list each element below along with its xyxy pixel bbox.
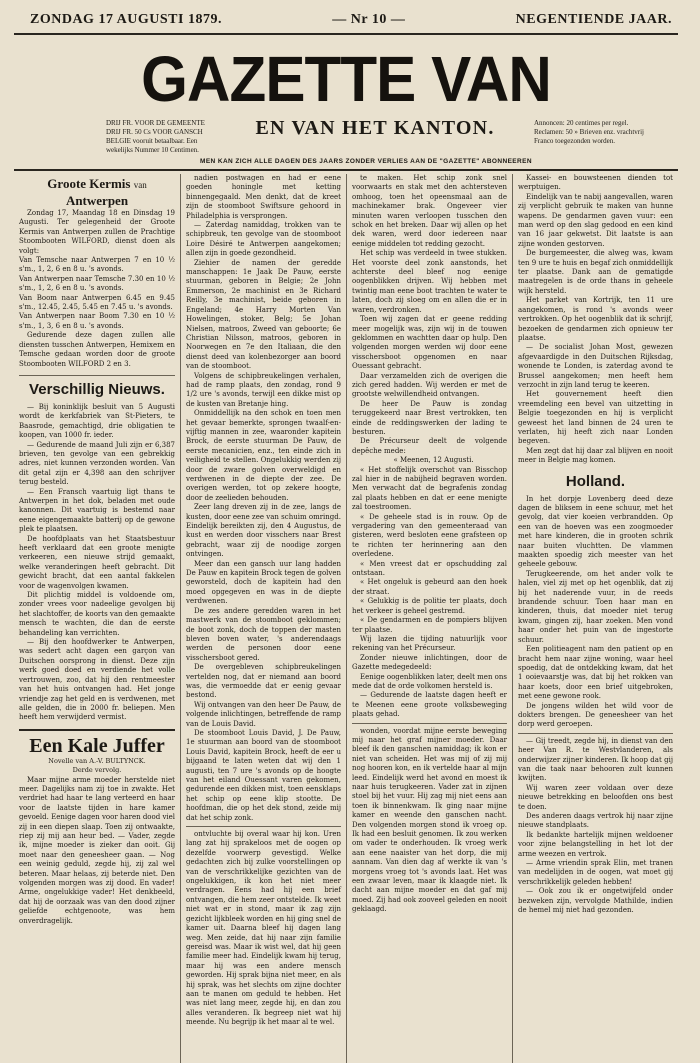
article-paragraph: « Het stoffelijk overschot van Bisschop zal hier in de nabijheid begraven worden. Men verwacht dat de begrafenis zondag zal plaats hebben en dat er eene menigte zal toestroomen. (352, 465, 507, 512)
article-paragraph: De stoomboot Louis David, J. De Pauw, 1e stuurman aan boord van de stoomboot Louis David, kapitein Brock, heeft de eer u bijgaand te laten weten dat wij den 1 augusti, ten 7 ure 's avonds op de hoogte van het eiland Ouessant varen gekomen, gedurende een dikken mist, toen eensklaps het schip op eene klip stootte. De hoofdman, die op het dek stond, zeide mij dat het schip zonk. (186, 728, 341, 822)
schedule-line: Van Boom naar Antwerpen 6.45 en 9.45 s'm., 12.45, 2.45, 5.45 en 7.45 u. 's avonds. (19, 293, 175, 312)
article-paragraph: Kassei- en bouwsteenen dienden tot werptuigen. (518, 174, 673, 192)
article-columns (14, 174, 678, 1063)
article-paragraph: « Het ongeluk is gebeurd aan den hoek der straat. (352, 578, 507, 596)
dateline (14, 12, 678, 35)
article-paragraph: « Men vreest dat er opschudding zal ontstaan. (352, 559, 507, 578)
article-paragraph: De heer De Pauw is zondag teruggekeerd naar Brest vertrokken, ten einde de reddingswerken der lading te besturen. (352, 399, 507, 436)
article-paragraph: Onmiddellijk na den schok en toen men het gevaar bemerkte, sprongen twaalf-en-vijftig mannen in zee, waaronder kapitein Brock, de eerste stuurman De Pauw, de eerste mecanicien, enz., ten einde zich in veiligheid te stellen. Ongelukkig werden zij door de zware golven overweldigd en verdwenen in de diepte der zee. De overigen werden, tot op zekere hoogte, door de zeelieden behouden. (186, 409, 341, 502)
ad-footer: Gedurende deze dagen zullen alle diensten tusschen Antwerpen, Hemixem en Temsche gedaan worden door de groote Stoombooten WILFORD 2 en 3. (19, 331, 175, 368)
article-paragraph: Wij ontvangen van den heer De Pauw, de volgende inlichtingen, betreffende de ramp van de Louis David. (186, 700, 341, 728)
novel-title: Een Kale Juffer (19, 729, 175, 757)
article-paragraph: te maken. Het schip zonk snel voorwaarts en stak met den achtersteven omhoog, toen het opeensmaal aan de machinekamer brak. Ongeveer vier minuten waren verloopen tusschen den schok en het breken. Daar wij allen op het dek waren, werd door iedereen naar eenige middelen tot redding gezocht. (352, 174, 507, 248)
news-item: — Een Fransch vaartuig ligt thans te Antwerpen in het dok, beladen met oude kanonnen. Dit vaartuig is bestemd naar eene eigengemaakte batterij op de gewone plek te plaatsen. (19, 487, 175, 534)
holland-paragraph: Een politieagent nam den patient op en bracht hem naar zijne woning, waar heel spoedig, dat de ontdekking kwam, dat het 1 ooievaarstje was, dat bij het rokken van haar koets, door een brief uitgebroken, met eene gewone rook. (518, 645, 673, 701)
issue-date: ZONDAG 17 AUGUSTI 1879. (30, 12, 222, 27)
article-paragraph: Wij lazen die tijding natuurlijk voor rekening van het Précurseur. (352, 634, 507, 653)
holland-section-title: Holland. (565, 472, 626, 490)
holland-paragraph: Wij waren zeer voldaan over deze nieuwe betrekking en beloofden ons best te doen. (518, 783, 673, 811)
novel-continuation: wonden, voordat mijne eerste beweging mij naar het graf mijner moeder. Daar bleef ik den ganschen namiddag; ik kon er niet van scheiden. Het was mij of zij mij nog hooren kon, en ik vertelde haar al mijn leed. Eindelijk werd het avond en moest ik naar huis terugkeeren. Vader zat in zijnen stoel bij het vuur. Hij zag mij niet eens aan toen ik binnenkwam. Ik ging naar mijne kamer en weende den ganschen nacht. Den volgenden morgen stond ik vroeg op. Ik had een besluit genomen. Ik zou werken om vader te onderhouden. Ik vroeg werk aan eene naaister van het dorp, die mij aannam. Van dien dag af werkte ik van 's morgens vroeg tot 's avonds laat. Het was een zwaar leven, maar ik klaagde niet. Ik dacht aan mijne moeder en dat gaf mij moed. Zij had ook zooveel geleden en nooit geklaagd. (352, 726, 507, 914)
subscription-slogan: MEN KAN ZICH ALLE DAGEN DES JAARS ZONDER VERLIES AAN DE "GAZETTE" ABONNEEREN (200, 158, 532, 165)
article-paragraph: nadien postwagen en had er eene goeden honingle met ketting binnengegaald. Men denkt, dat de kreet zijn de stoomboot Swiftsure gehoord in Philadelphia is versprongen. (186, 174, 341, 220)
article-paragraph: Zonder nieuwe inlichtingen, door de Gazette medegedeeld: (352, 653, 507, 672)
news-item: — Bij koninklijk besluit van 5 Augusti wordt de kerkfabriek van St-Pieters, te Baasrode, gemachtigd, drie obligatien te koopen, van 1000 fr. ieder. (19, 402, 175, 440)
article-paragraph: — De socialist Johan Most, gewezen afgevaardigde in den Duitschen Rijksdag, wonende te Londen, is zaterdag avond te Brussel aangekomen; men heeft hem verzocht in zijn land terug te keeren. (518, 343, 673, 389)
section-title: Verschillig Nieuws. (19, 375, 175, 399)
masthead: GAZETTE VAN (141, 43, 551, 115)
ad-schedule (19, 256, 175, 331)
ad-title-part: Groote Kermis (47, 176, 131, 191)
column-4 (512, 174, 678, 1063)
news-item: Dit plichtig middel is voldoende om, zonder vrees voor nadeelige gevolgen bij het slachtoffer, de koorts van den gemaakte mensch te wachten, die dan de eerste behandeling kan verrichten. (19, 591, 175, 637)
ad-text: Zondag 17, Maandag 18 en Dinsdag 19 Augusti. Ter gelegenheid der Groote Kermis van Antwerpen zullen de Prachtige Stoombooten WILFORD, dienst doen als volgt: (19, 209, 175, 255)
article-paragraph: Meer dan een gansch uur lang hadden De Pauw en kapitein Brock tegen de golven geworsteld, doch de kapitein had den moed opgegeven en was in de diepte verdwenen. (186, 559, 342, 606)
novel-continuation: ontvluchte bij overal waar hij kon. Uren lang zat hij sprakeloos met de oogen op dezelfde voorwerp gevestigd. Welke gedachten zich bij zulke voorstellingen op van de verschrikkelijke gezichten van de ongelukkigen, ik kon het niet meer verdragen. Eens had hij een brief ontvangen, die hem zeer ontstelde. Ik weet niet wat er in stond, maar ik zag zijn gezicht lijkbleek worden en hij ging snel de kamer uit. Daarna bleef hij dagen lang weg. Men zeide, dat hij naar zijn familie gereisd was. Maar ik wist wel, dat hij geen familie meer had. Eindelijk kwam hij terug, maar hij was een andere mensch geworden. Hij sprak bijna niet meer, en als hij sprak, was het slechts om zijne dochter aan te manen om geduld te hebben. Het was niet lang meer, zegde hij, en dan zou alles veranderen. Ik begreep niet wat hij meende. Nu begrijp ik het maar al te wel. (186, 830, 341, 1027)
article-paragraph: Toen wij zagen dat er geene redding meer mogelijk was, zijn wij in de touwen geklommen en wachtten daar op hulp. Den volgenden morgen werden wij door eene visschersboot opgenomen en naar Ouessant gebracht. (352, 315, 507, 371)
masthead-subrow (14, 119, 678, 155)
article-paragraph: — Zaterdag namiddag, trokken van te schipbreuk, ten gevolge van de stoomboot Loire Désiré te Antwerpen aangekomen; allen zijn in goede gezondheid. (186, 221, 341, 258)
holland-paragraph: — Ook zou ik er ongetwijfeld onder bezweken zijn, vervolgde Mathilde, indien de hemel mij niet had gezonden. (518, 887, 673, 915)
holland-paragraph: — Arme vriendin sprak Elin, met tranen van medelijden in de oogen, wat moet gij verschrikkelijk geleden hebben! (518, 859, 673, 886)
article-paragraph: De Précurseur deelt de volgende depêche mede: (352, 437, 507, 455)
article-paragraph: « De gendarmen en de pompiers blijven ter plaatse. (352, 616, 507, 634)
column-3 (346, 174, 512, 1063)
holland-paragraph: In het dorpje Lovenberg deed deze dagen de bliksem in eene schuur, met het gevolg, dat vier koeien verbrandden. Op een van de hoeven was een zoogmoeder met hare kinderen, die in grooten schrik naar buiten vluchtten. De vlammen maakten spoedig zich meester van het geheele gebouw. (518, 494, 673, 569)
subscription-info: DRIJ FR. VOOR DE GEMEENTE DRIJ FR. 50 Cs VOOR GANSCH BELGIE vooruit betaalbaar. Een wekelijks Nummer 10 Centimen. (106, 119, 205, 154)
article-paragraph: « De geheele stad is in rouw. Op de vergadering van den gemeenteraad van gisteren, werd besloten eene grafsteen op te richten ter herinnering aan den overledene. (352, 512, 507, 559)
novel-installment: Derde vervolg. (72, 766, 122, 775)
ad-title-part: van (133, 180, 147, 190)
column-divider (518, 733, 673, 734)
article-paragraph: Volgens de schipbreukelingen verhalen, had de ramp plaats, den zondag, rond 9 1/2 ure 's avonds, terwijl een dikke mist op de kusten van Bretanje hing. (186, 371, 341, 408)
article-paragraph: Eindelijk van te nabij aangevallen, waren zij verplicht gebruik te maken van hunne wapens. De gendarmen gaven vuur: een man werd op den slag gedood en een kind van 16 jaar gekwetst. Dit laatste is aan zijne wonden gestorven. (518, 192, 673, 248)
header-rule (14, 169, 678, 171)
novel-text: Maar mijne arme moeder herstelde niet meer. Dagelijks nam zij toe in zwakte. Het verdriet had haar te lang verteerd en haar voor de laatste tijden in hare kamer gevoeld. Eenige dagen voor haren dood viel zij in een diepen slaap. Toen zij ontwaakte, riep zij mij aan heur bed. — Vader, zegde ik, mijne moeder is zieker dan ooit. Gij moet naar den geneesheer gaan. — Nog een weinig geduld, zegde hij, zij zal wel beteren. Maar helaas, zij beterde niet. Den volgenden morgen was zij dood. En vader! Arme, ongelukkige vader! Het denkbeeld, dat hij de oorzaak was van den dood zijner geliefde echtgenoote, was hem onverdragelijk. (19, 775, 176, 925)
masthead-subtitle: EN VAN HET KANTON. (255, 117, 495, 139)
article-paragraph: Zeer lang dreven zij in de zee, langs de kusten, door eene zee van schuim omringd. Eindelijk bereikten zij, den 4 Augustus, de kust en werden door visschers naar Brest gebracht, waar zij de noodige zorgen ontvingen. (186, 503, 341, 559)
ad-title-part: Antwerpen (65, 193, 129, 208)
issue-year: NEGENTIENDE JAAR. (515, 12, 672, 27)
holland-paragraph: — Gij treedt, zegde hij, in dienst van den heer Van R. te Westvlanderen, als onderwijzer zijner kinderen. Ik hoop dat gij van die taak naar behooren zult kunnen kwijten. (518, 736, 673, 783)
column-1 (14, 174, 180, 1063)
news-item: — Gedurende de maand Juli zijn er 6,387 brieven, ten gevolge van een gebrekkig adres, niet kunnen verzonden worden. Van dit getal zijn er 4,398 aan den schrijver terug besteld. (19, 440, 175, 487)
article-paragraph: Het gouvernement heeft dien vreemdeling een bevel van uitzetting in Belgie toegezonden en hij is verplicht geweest het land binnen de 24 uren te verlaten, hij heeft zich naar Londen begeven. (518, 390, 673, 446)
news-item: — Bij den hoofdwerker te Antwerpen, was sedert acht dagen een garçon van Duitschen oorsprong in dienst. Deze zijn werk goed doed en verdiende het volle vertrouwen, zoo, dat hij den rentmeester van het huis ontvangen had. Het jonge vriendje zag het geld en is verdwenen, met alle gelden, die in 2000 fr. beliepen. Men heeft hem verwijderd vermist. (19, 638, 175, 722)
article-paragraph: Het schip was verdeeld in twee stukken. Het voorste deel zonk aanstonds, het achterste deel bleef nog eenige oogenblikken drijven. Wij hebben met twintig man eene boot trachten te water te laten, doch zij sloeg om en allen die er in waren, verdronken. (352, 249, 507, 314)
article-paragraph: — Gedurende de laatste dagen heeft er te Meenen eene groote volksbeweging plaats gehad. (352, 691, 507, 719)
schedule-line: Van Temsche naar Antwerpen 7 en 10 ½ s'm., 1, 2, 6 en 8 u. 's avonds. (19, 256, 175, 274)
column-divider (186, 826, 341, 827)
kermis-ad-title (19, 176, 175, 209)
news-item: De hoofdplaats van het Staatsbestuur heeft verklaard dat een groote menigte verkeeren, een nieuwe strijd gemaakt, welke veranderingen heeft gebracht. Dit gewicht bracht, dat een aantal fakkelen voor de wagenvolgen kwamen. (19, 534, 175, 590)
article-paragraph: Eenige oogenblikken later, deelt men ons mede dat de orde volkomen hersteld is. (352, 672, 507, 690)
holland-paragraph: Des anderen daags vertrok hij naar zijne nieuwe standplaats. (518, 812, 673, 830)
article-paragraph: Ziehier de namen der geredde manschappen: 1e Jaak De Pauw, eerste stuurman, geboren in Belgie; 2e John Emmerson, 2e machinist en 3e Richard Reilly, 3e machinist, beide geboren in Engeland; 4e Harry Morten Van Howelingen, stoker, Belg; 5e Johan Nielsen, matroos, Zweed van geboorte; 6e Christian Nilsson, matroos, geboren in Noorwegen en 7e den Italiaan, die den dienst deed van kolenbezorger aan boord van de stoomboot. (186, 258, 341, 371)
column-2 (180, 174, 346, 1063)
article-paragraph: De overgebleven schipbreukelingen vertelden nog, dat er niemand aan boord was, die vermoedde dat er eenig gevaar bestond. (186, 663, 341, 700)
article-paragraph: Het parket van Kortrijk, ten 11 ure aangekomen, is rond 's avonds weer vertrokken. Op het oogenblik dat ik schrijf, bezoeken de gendarmen zich opnieuw ter plaatse. (518, 296, 673, 342)
article-paragraph: Daar verzamelden zich de overigen die zich gered hadden. Wij werden er met de grootste welwillendheid ontvangen. (352, 371, 507, 399)
holland-paragraph: Terugkeerende, om het ander volk te halen, viel zij met op het ogenblik, dat zij bij het naderende vuur, in de reeds brandende schuur. Toen haar man en kinderen, thuis, dat moeder niet terug kwam, gingen zij, haar zoeken. Men vond haar onder het puin van de ingestorte schuur. (518, 569, 673, 644)
schedule-line: Van Antwerpen naar Temsche 7.30 en 10 ½ s'm., 1, 2, 6 en 8 u. 's avonds. (19, 274, 175, 293)
holland-paragraph: De jongens wilden het wild voor de dokters brengen. De geneesheer van het dorp werd geroepen. (518, 701, 673, 729)
article-paragraph: De zes andere geredden waren in het mastwerk van de stoomboot geklommen; de boot zonk, doch de toppen der masten bleven boven water, 's anderendaags werden de personen door eene visschersboot gered. (186, 606, 341, 662)
advert-rates: Annoncen: 20 centimes per regel. Reclamen: 50 » Brieven enz. vrachtvrij Franco toegezonden worden. (533, 119, 644, 145)
article-paragraph: « Gelukkig is de politie ter plaats, doch het verkeer is geheel gestremd. (352, 597, 507, 615)
holland-paragraph: Ik bedankte hartelijk mijnen weldoener voor zijne belangstelling in het lot der arme weezen en vertrok. (518, 830, 673, 858)
column-divider (352, 723, 507, 724)
article-paragraph: Men zegt dat hij daar zal blijven en nooit meer in Belgie mag komen. (518, 446, 673, 465)
novel-author: Novelle van A.-V. BULTYNCK. (48, 756, 146, 765)
article-paragraph: De burgemeester, die alweg was, kwam ten 9 ure te huis en begaf zich onmiddellijk ter plaatse. Dank aan de gematigde maatregelen is de orde thans in geheele wijk hersteld. (518, 249, 673, 295)
article-paragraph: « Meenen, 12 Augusti. (393, 456, 474, 465)
issue-number: — Nr 10 — (332, 12, 406, 27)
schedule-line: Van Antwerpen naar Boom 7.30 en 10 ½ s'm., 1, 3, 6 en 8 u. 's avonds. (19, 312, 175, 330)
